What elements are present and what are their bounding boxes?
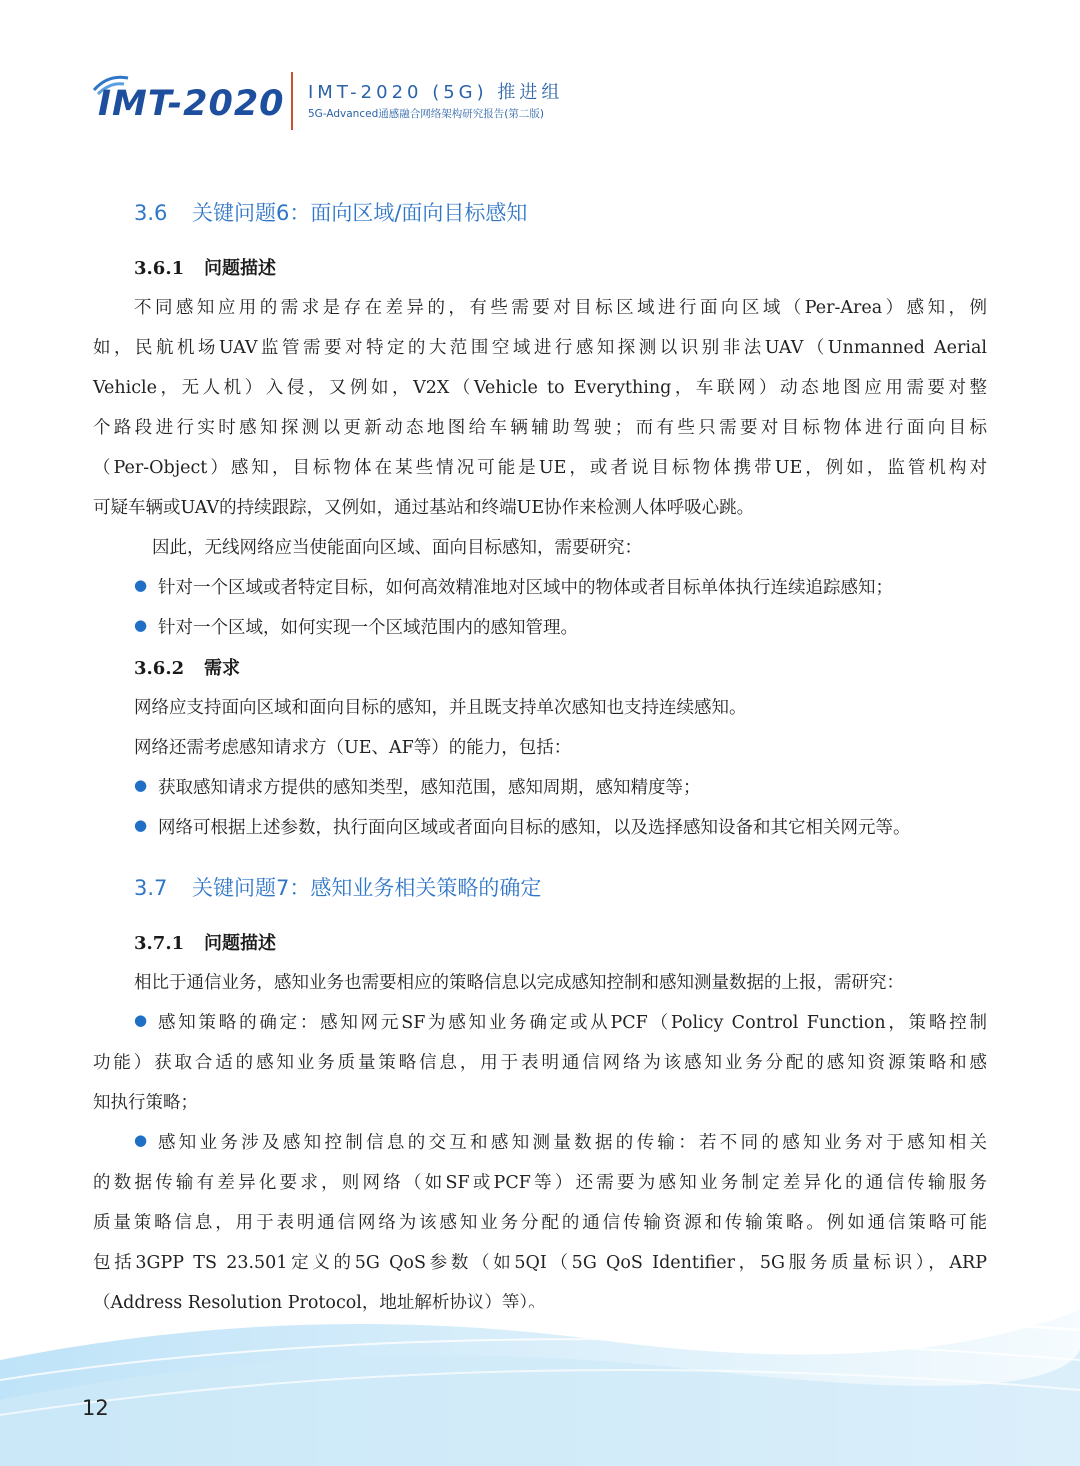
header-title: IMT-2020 (5G) 推进组 (308, 82, 564, 103)
subsection-title: 需求 (204, 658, 240, 679)
paragraph: 因此，无线网络应当使能面向区域、面向目标感知，需要研究： (152, 538, 642, 558)
section-title: 关键问题6：面向区域/面向目标感知 (192, 201, 528, 225)
subsection-number: 3.7.1 (134, 933, 185, 954)
section-number: 3.6 (134, 201, 168, 225)
imt2020-logo (88, 66, 285, 132)
subsection-title: 问题描述 (204, 933, 276, 954)
header-subtitle: 5G-Advanced通感融合网络架构研究报告(第二版) (308, 108, 544, 120)
paragraph-line: 如，民航机场UAV监管需要对特定的大范围空域进行感知探测以识别非法UAV（Unmanned Aerial (93, 338, 987, 358)
subsection-number: 3.6.1 (134, 258, 185, 279)
bullet-item: 网络可根据上述参数，执行面向区域或者面向目标的感知，以及选择感知设备和其它相关网元等。 (158, 818, 911, 838)
section-number: 3.7 (134, 876, 168, 900)
bullet-icon: ● (134, 1011, 148, 1029)
paragraph: 相比于通信业务，感知业务也需要相应的策略信息以完成感知控制和感知测量数据的上报，需研究： (134, 973, 904, 993)
bullet-item: 针对一个区域，如何实现一个区域范围内的感知管理。 (158, 618, 578, 638)
paragraph-line: 不同感知应用的需求是存在差异的，有些需要对目标区域进行面向区域（Per-Area）感知，例 (134, 298, 987, 318)
bullet-item-line: 质量策略信息，用于表明通信网络为该感知业务分配的通信传输资源和传输策略。例如通信策略可能 (93, 1213, 987, 1233)
bullet-item-line: 功能）获取合适的感知业务质量策略信息，用于表明通信网络为该感知业务分配的感知资源策略和感 (93, 1053, 987, 1073)
subsection-3-7-1-heading (134, 929, 276, 955)
footer-wave-decoration (0, 1240, 1080, 1466)
bullet-icon: ● (134, 576, 148, 594)
subsection-title: 问题描述 (204, 258, 276, 279)
page-number: 12 (82, 1396, 109, 1420)
bullet-item-line: 知执行策略； (93, 1093, 198, 1113)
paragraph-line: 可疑车辆或UAV的持续跟踪，又例如，通过基站和终端UE协作来检测人体呼吸心跳。 (93, 498, 755, 518)
subsection-3-6-1-heading (134, 254, 276, 280)
section-title: 关键问题7：感知业务相关策略的确定 (192, 876, 542, 900)
page-header (88, 66, 988, 136)
subsection-3-6-2-heading (134, 654, 240, 680)
subsection-number: 3.6.2 (134, 658, 185, 679)
bullet-icon: ● (134, 816, 148, 834)
bullet-icon: ● (134, 776, 148, 794)
paragraph: 网络应支持面向区域和面向目标的感知，并且既支持单次感知也支持连续感知。 (134, 698, 747, 718)
header-divider (291, 72, 293, 130)
bullet-item: 针对一个区域或者特定目标，如何高效精准地对区域中的物体或者目标单体执行连续追踪感知； (158, 578, 893, 598)
bullet-item-line: （Address Resolution Protocol，地址解析协议）等）。 (93, 1293, 546, 1313)
bullet-item-line: 包括3GPP TS 23.501定义的5G QoS参数（如5QI（5G QoS Identifier，5G服务质量标识），ARP (93, 1253, 987, 1273)
bullet-icon: ● (134, 1131, 148, 1149)
section-3-7-heading (134, 872, 541, 902)
section-3-6-heading (134, 197, 527, 227)
bullet-item-line: 感知业务涉及感知控制信息的交互和感知测量数据的传输：若不同的感知业务对于感知相关 (158, 1133, 987, 1153)
bullet-item: 获取感知请求方提供的感知类型，感知范围，感知周期，感知精度等； (158, 778, 701, 798)
paragraph-line: （Per-Object）感知，目标物体在某些情况可能是UE，或者说目标物体携带UE，例如，监管机构对 (93, 458, 987, 478)
bullet-item-line: 感知策略的确定：感知网元SF为感知业务确定或从PCF（Policy Control Function，策略控制 (158, 1013, 987, 1033)
bullet-icon: ● (134, 616, 148, 634)
logo-text: IMT-2020 (98, 84, 285, 124)
paragraph-line: Vehicle，无人机）入侵，又例如，V2X（Vehicle to Everything，车联网）动态地图应用需要对整 (93, 378, 987, 398)
bullet-item-line: 的数据传输有差异化要求，则网络（如SF或PCF等）还需要为感知业务制定差异化的通信传输服务 (93, 1173, 987, 1193)
paragraph-line: 个路段进行实时感知探测以更新动态地图给车辆辅助驾驶；而有些只需要对目标物体进行面向目标 (93, 418, 987, 438)
paragraph: 网络还需考虑感知请求方（UE、AF等）的能力，包括： (134, 738, 572, 758)
